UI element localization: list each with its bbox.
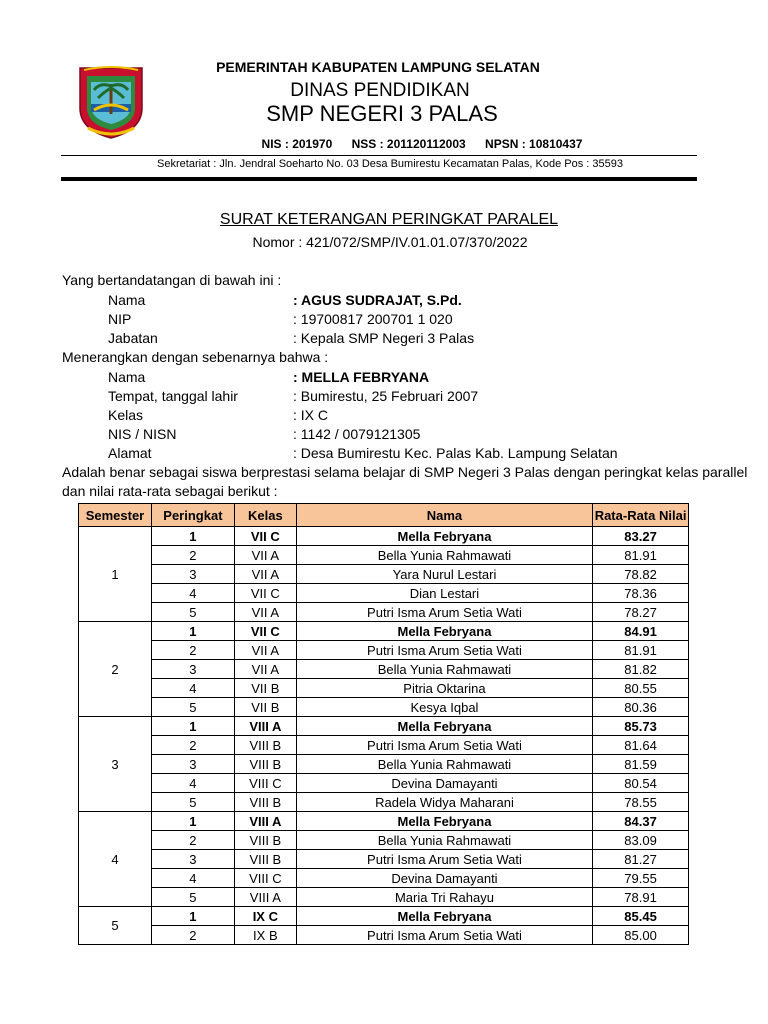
average-cell: 83.09	[593, 831, 689, 850]
table-row	[79, 622, 689, 641]
student-name: : MELLA FEBRYANA	[293, 369, 430, 385]
header-rank: Peringkat	[151, 504, 234, 527]
table-header-row	[79, 504, 689, 527]
class-cell: VII A	[234, 603, 296, 622]
table-row	[79, 831, 689, 850]
student-nis-label: NIS / NISN	[108, 426, 177, 442]
name-cell: Radela Widya Maharani	[296, 793, 592, 812]
table-row	[79, 698, 689, 717]
class-cell: VII C	[234, 527, 296, 546]
table-row	[79, 660, 689, 679]
semester-cell: 5	[79, 907, 152, 945]
average-cell: 84.37	[593, 812, 689, 831]
average-cell: 81.59	[593, 755, 689, 774]
semester-cell: 3	[79, 717, 152, 812]
rank-cell: 4	[151, 679, 234, 698]
class-cell: VIII B	[234, 793, 296, 812]
name-cell: Bella Yunia Rahmawati	[296, 546, 592, 565]
name-cell: Putri Isma Arum Setia Wati	[296, 736, 592, 755]
student-name-label: Nama	[108, 369, 146, 385]
rank-cell: 1	[151, 527, 234, 546]
average-cell: 78.82	[593, 565, 689, 584]
student-class: : IX C	[293, 407, 329, 423]
rank-cell: 2	[151, 831, 234, 850]
average-cell: 78.91	[593, 888, 689, 907]
name-cell: Mella Febryana	[296, 907, 592, 926]
rank-cell: 1	[151, 717, 234, 736]
name-cell: Maria Tri Rahayu	[296, 888, 592, 907]
name-cell: Putri Isma Arum Setia Wati	[296, 603, 592, 622]
name-cell: Mella Febryana	[296, 812, 592, 831]
semester-cell: 2	[79, 622, 152, 717]
signer-position-label: Jabatan	[108, 330, 158, 346]
header-government: PEMERINTAH KABUPATEN LAMPUNG SELATAN	[216, 59, 540, 75]
rank-cell: 2	[151, 736, 234, 755]
name-cell: Bella Yunia Rahmawati	[296, 831, 592, 850]
table-row	[79, 641, 689, 660]
table-row	[79, 755, 689, 774]
name-cell: Putri Isma Arum Setia Wati	[296, 926, 592, 945]
table-row	[79, 717, 689, 736]
class-cell: IX B	[234, 926, 296, 945]
class-cell: VII A	[234, 641, 296, 660]
average-cell: 78.55	[593, 793, 689, 812]
rank-cell: 1	[151, 907, 234, 926]
header-average: Rata-Rata Nilai	[593, 504, 689, 527]
class-cell: VIII B	[234, 850, 296, 869]
average-cell: 84.91	[593, 622, 689, 641]
name-cell: Yara Nurul Lestari	[296, 565, 592, 584]
class-cell: VIII B	[234, 831, 296, 850]
rank-cell: 2	[151, 641, 234, 660]
average-cell: 79.55	[593, 869, 689, 888]
average-cell: 81.91	[593, 641, 689, 660]
rank-cell: 3	[151, 850, 234, 869]
average-cell: 78.36	[593, 584, 689, 603]
letter-number: Nomor : 421/072/SMP/IV.01.01.07/370/2022	[252, 234, 528, 250]
student-address: : Desa Bumirestu Kec. Palas Kab. Lampung Selatan	[293, 445, 618, 461]
rank-cell: 5	[151, 698, 234, 717]
ranking-table	[78, 503, 689, 945]
header-class: Kelas	[234, 504, 296, 527]
rank-cell: 4	[151, 774, 234, 793]
header-divider-thick	[61, 177, 697, 181]
student-address-label: Alamat	[108, 445, 152, 461]
closing-text-1: Adalah benar sebagai siswa berprestasi selama belajar di SMP Negeri 3 Palas dengan peringkat kelas parallel	[62, 464, 748, 480]
class-cell: VIII C	[234, 869, 296, 888]
signer-nip-label: NIP	[108, 311, 132, 327]
table-row	[79, 527, 689, 546]
name-cell: Bella Yunia Rahmawati	[296, 755, 592, 774]
rank-cell: 5	[151, 603, 234, 622]
rank-cell: 4	[151, 584, 234, 603]
class-cell: VIII A	[234, 717, 296, 736]
rank-cell: 3	[151, 565, 234, 584]
average-cell: 81.91	[593, 546, 689, 565]
rank-cell: 1	[151, 812, 234, 831]
name-cell: Dian Lestari	[296, 584, 592, 603]
average-cell: 80.54	[593, 774, 689, 793]
class-cell: VIII B	[234, 755, 296, 774]
name-cell: Devina Damayanti	[296, 774, 592, 793]
class-cell: VII B	[234, 679, 296, 698]
table-row	[79, 603, 689, 622]
npsn-code: NPSN : 10810437	[485, 137, 583, 151]
average-cell: 81.82	[593, 660, 689, 679]
class-cell: VII C	[234, 622, 296, 641]
name-cell: Putri Isma Arum Setia Wati	[296, 641, 592, 660]
table-row	[79, 546, 689, 565]
class-cell: VII A	[234, 546, 296, 565]
name-cell: Putri Isma Arum Setia Wati	[296, 850, 592, 869]
average-cell: 85.00	[593, 926, 689, 945]
name-cell: Bella Yunia Rahmawati	[296, 660, 592, 679]
intro-text: Yang bertandatangan di bawah ini :	[62, 272, 282, 288]
student-class-label: Kelas	[108, 407, 144, 423]
signer-nip: : 19700817 200701 1 020	[293, 311, 453, 327]
class-cell: VII A	[234, 565, 296, 584]
name-cell: Mella Febryana	[296, 717, 592, 736]
table-row	[79, 888, 689, 907]
student-birth-label: Tempat, tanggal lahir	[108, 388, 238, 404]
name-cell: Pitria Oktarina	[296, 679, 592, 698]
student-birth: : Bumirestu, 25 Februari 2007	[293, 388, 479, 404]
header-divider-thin	[61, 155, 697, 156]
table-row	[79, 736, 689, 755]
header-school: SMP NEGERI 3 PALAS	[266, 101, 498, 126]
letter-title: SURAT KETERANGAN PERINGKAT PARALEL	[219, 211, 559, 228]
header-department: DINAS PENDIDIKAN	[290, 80, 470, 101]
statement-text: Menerangkan dengan sebenarnya bahwa :	[62, 349, 329, 365]
header-address: Sekretariat : Jln. Jendral Soeharto No. 03 Desa Bumirestu Kecamatan Palas, Kode Pos : 35593	[157, 158, 623, 170]
table-row	[79, 869, 689, 888]
semester-cell: 4	[79, 812, 152, 907]
name-cell: Devina Damayanti	[296, 869, 592, 888]
name-cell: Kesya Iqbal	[296, 698, 592, 717]
average-cell: 81.27	[593, 850, 689, 869]
table-row	[79, 793, 689, 812]
average-cell: 83.27	[593, 527, 689, 546]
name-cell: Mella Febryana	[296, 622, 592, 641]
table-row	[79, 774, 689, 793]
rank-cell: 2	[151, 546, 234, 565]
class-cell: VII B	[234, 698, 296, 717]
rank-cell: 2	[151, 926, 234, 945]
class-cell: VIII C	[234, 774, 296, 793]
rank-cell: 5	[151, 888, 234, 907]
table-row	[79, 907, 689, 926]
rank-cell: 5	[151, 793, 234, 812]
rank-cell: 1	[151, 622, 234, 641]
student-nis: : 1142 / 0079121305	[293, 426, 421, 442]
table-row	[79, 926, 689, 945]
average-cell: 80.55	[593, 679, 689, 698]
table-row	[79, 565, 689, 584]
class-cell: VIII B	[234, 736, 296, 755]
average-cell: 85.73	[593, 717, 689, 736]
rank-cell: 3	[151, 660, 234, 679]
signer-name-label: Nama	[108, 292, 146, 308]
average-cell: 78.27	[593, 603, 689, 622]
rank-cell: 4	[151, 869, 234, 888]
table-row	[79, 812, 689, 831]
class-cell: VII C	[234, 584, 296, 603]
table-row	[79, 584, 689, 603]
nss-code: NSS : 201120112003	[351, 137, 466, 151]
closing-text-2: dan nilai rata-rata sebagai berikut :	[62, 483, 278, 499]
header-codes	[38, 137, 768, 151]
table-row	[79, 679, 689, 698]
header-name: Nama	[296, 504, 592, 527]
class-cell: VII A	[234, 660, 296, 679]
signer-position: : Kepala SMP Negeri 3 Palas	[293, 330, 475, 346]
nis-code: NIS : 201970	[261, 137, 333, 151]
average-cell: 85.45	[593, 907, 689, 926]
semester-cell: 1	[79, 527, 152, 622]
signer-name: : AGUS SUDRAJAT, S.Pd.	[293, 292, 462, 308]
name-cell: Mella Febryana	[296, 527, 592, 546]
rank-cell: 3	[151, 755, 234, 774]
class-cell: IX C	[234, 907, 296, 926]
header-semester: Semester	[79, 504, 152, 527]
average-cell: 81.64	[593, 736, 689, 755]
table-row	[79, 850, 689, 869]
average-cell: 80.36	[593, 698, 689, 717]
class-cell: VIII A	[234, 888, 296, 907]
class-cell: VIII A	[234, 812, 296, 831]
